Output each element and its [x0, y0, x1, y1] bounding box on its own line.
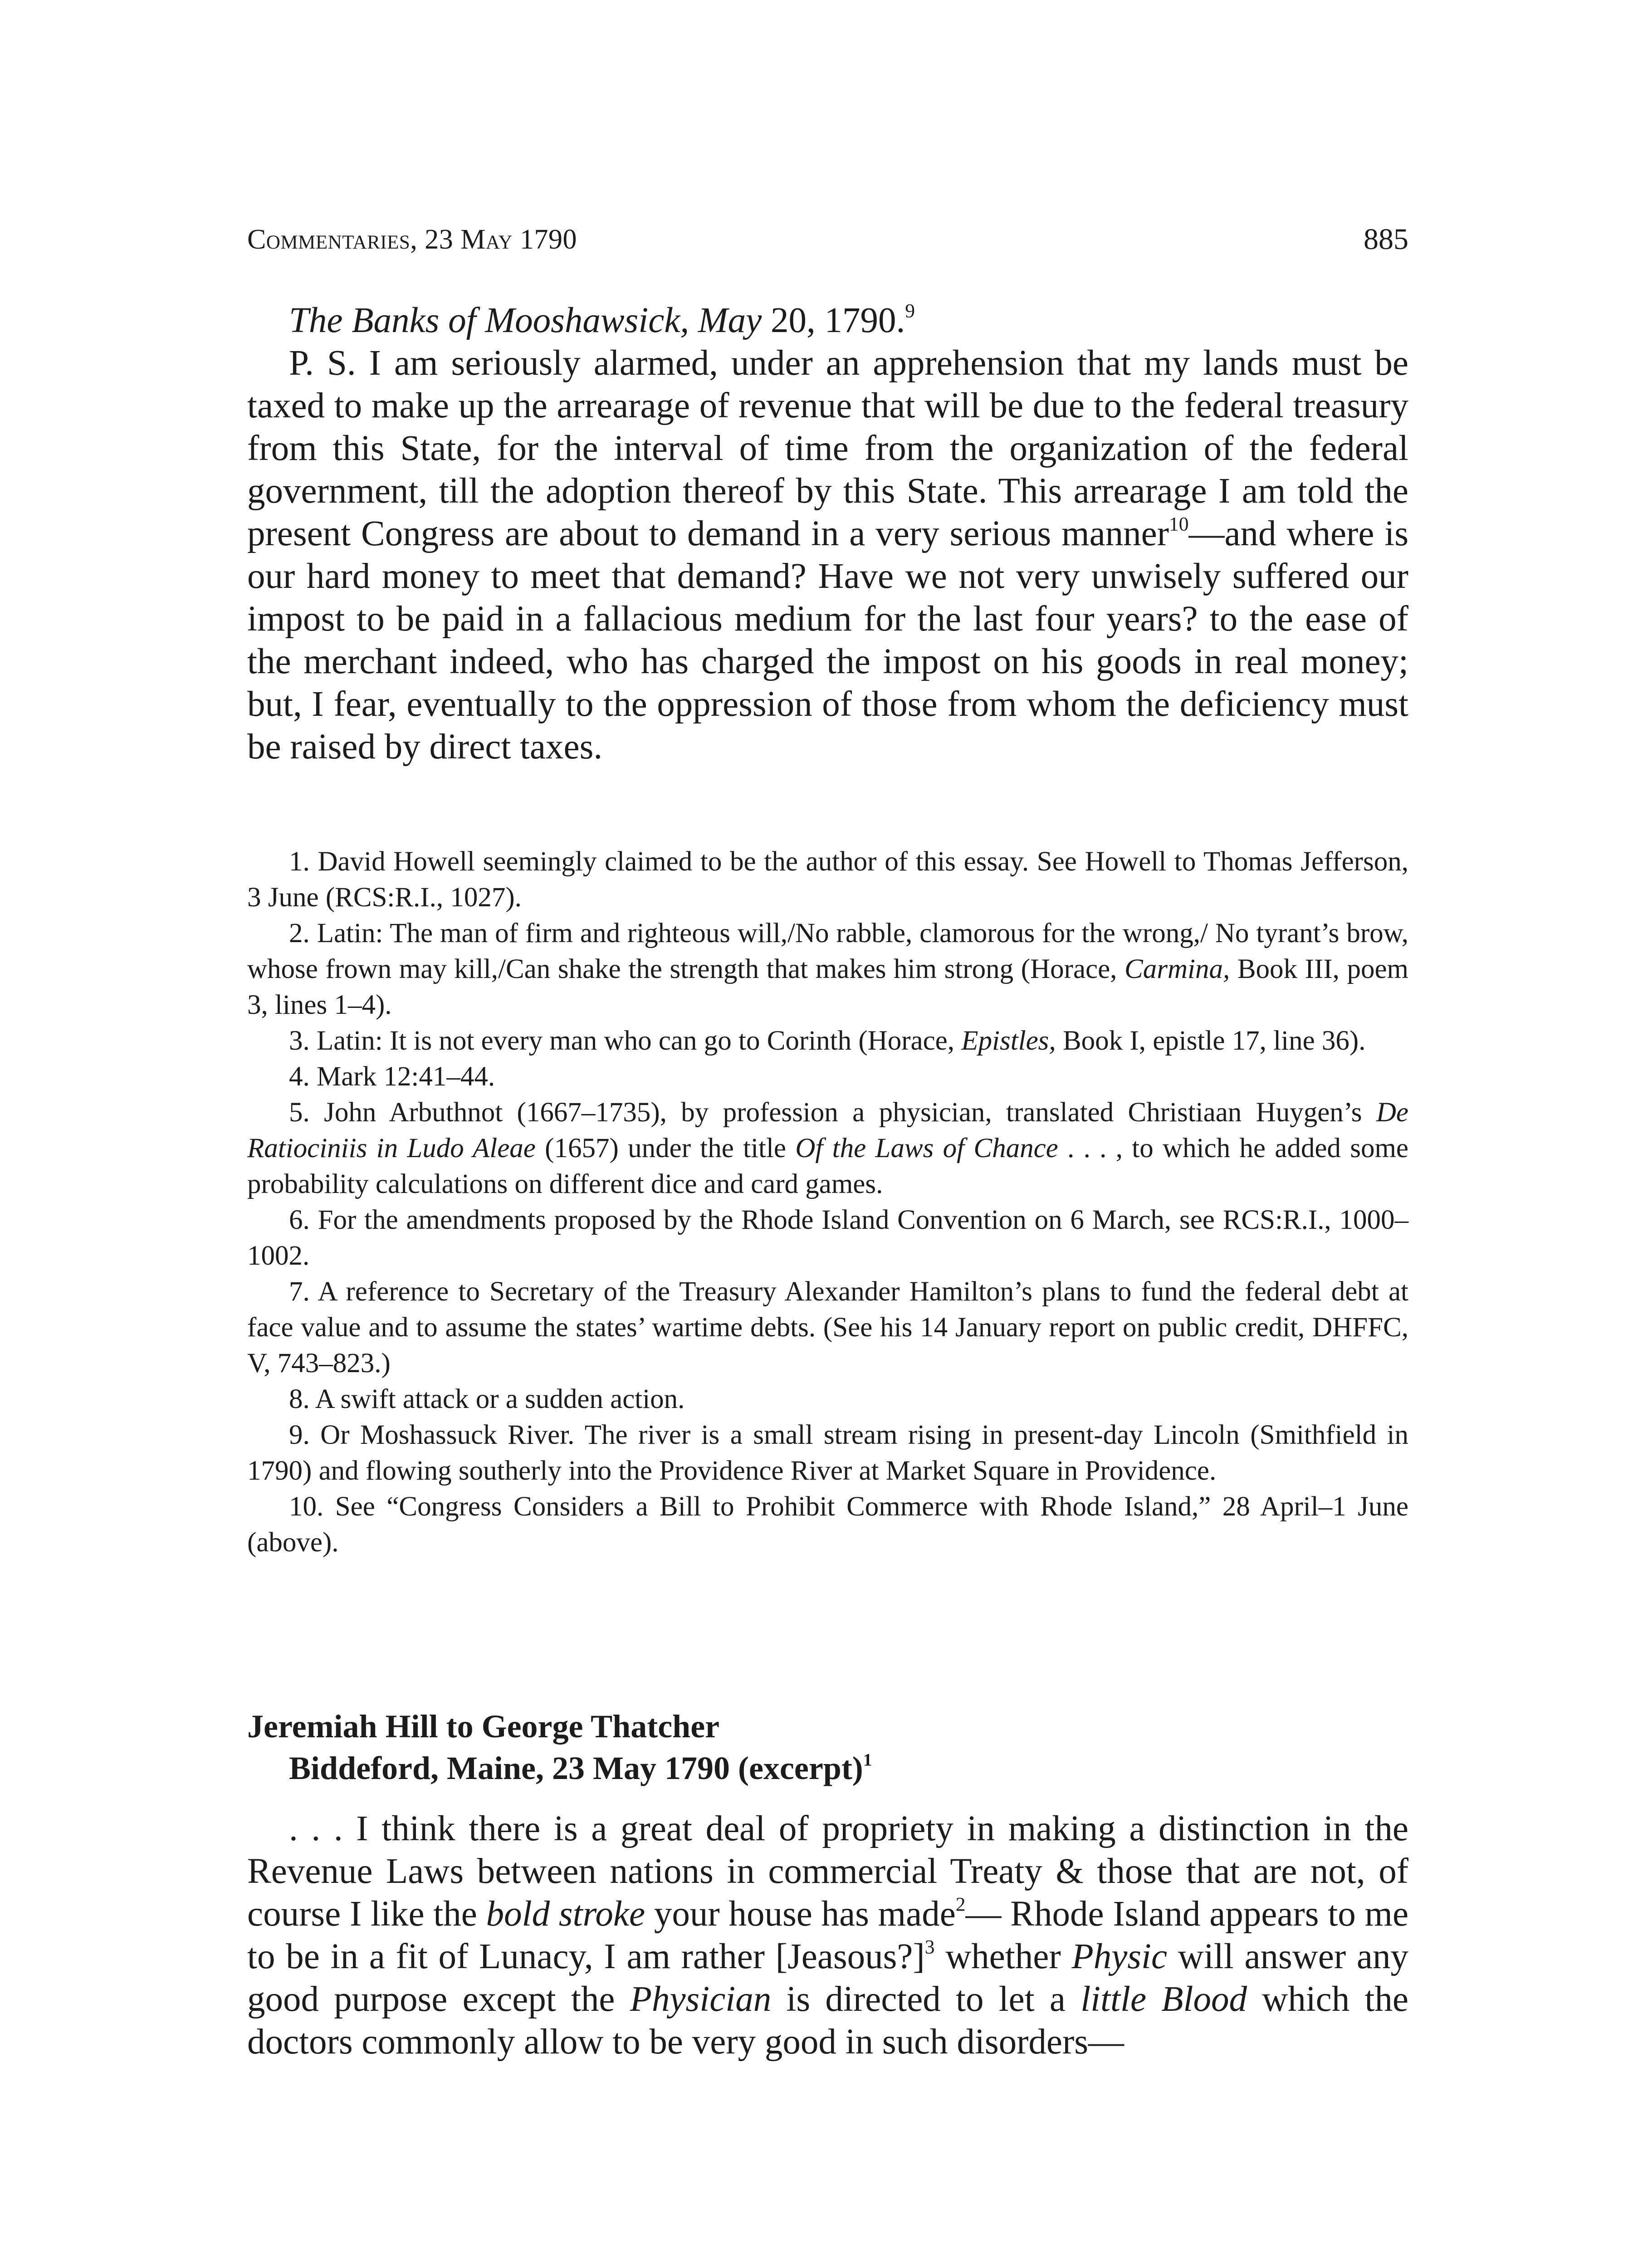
footnote-ref: 10 [1169, 513, 1189, 535]
signature-line [247, 299, 1408, 342]
ps-section [247, 299, 1408, 768]
ps-paragraph [247, 342, 1408, 768]
letter-paragraph: . . . I think there is a great deal of propriety in making a distinction in the Revenue Laws between nations in commercial Treaty & those that are not, of course I like the bold stroke your house has made$^2$— Rhode Island appears to me to be in a fit of Lunacy, I am rather [Jeasous?]$^3$ whether Physic will answer any good purpose except the Physician is directed to let a little Blood which the doctors commonly allow to be very good in such disorders— [247, 1809, 1409, 2062]
footnote-ref: 1 [863, 1750, 872, 1770]
running-head [247, 221, 1408, 258]
footnote-ref: 2 [955, 1893, 966, 1916]
footnote-10: 10. See “Congress Considers a Bill to Prohibit Commerce with Rhode Island,” 28 April–1 June (above). [247, 1491, 1408, 1558]
footnote-5: 5. John Arbuthnot (1667–1735), by profession a physician, translated Christiaan Huygen’s De Ratiociniis in Ludo Aleae (1657) under the title Of the Laws of Chance . . . , to which he added some probability calculations on different dice and card games. [247, 1097, 1408, 1199]
signature-place: The Banks of Mooshawsick, May [289, 301, 762, 340]
footnote-1: 1. David Howell seemingly claimed to be the author of this essay. See Howell to Thomas Jefferson, 3 June (RCS:R.I., 1027). [247, 846, 1408, 913]
footnote-8: 8. A swift attack or a sudden action. [289, 1384, 685, 1414]
footnote-4: 4. Mark 12:41–44. [289, 1061, 495, 1092]
page-number: 885 [1364, 223, 1408, 256]
footnote-ref: 9 [905, 300, 915, 322]
footnote-6: 6. For the amendments proposed by the Rhode Island Convention on 6 March, see RCS:R.I., 1000–1002. [247, 1205, 1408, 1271]
running-head-title: Commentaries, 23 May 1790 [247, 224, 577, 255]
document-heading [247, 1706, 1408, 1789]
ps-text: P. S. I am seriously alarmed, under an apprehension that my lands must be taxed to make up the arrearage of revenue that will be due to the federal treasury from this State, for the interval of time from the organization of the federal government, till the adoption thereof by this State. This arrearage I am told the present Congress are about to demand in a very serious manner [247, 343, 1408, 553]
footnote-ref: 3 [924, 1936, 935, 1958]
heading-line-2: Biddeford, Maine, 23 May 1790 (excerpt)$^1$ [289, 1750, 872, 1786]
ps-text: —and where is our hard money to meet that demand? Have we not very unwisely suffered our impost to be paid in a fallacious medium for the last four years? to the ease of the merchant indeed, who has charged the impost on his goods in real money; but, I fear, eventually to the oppression of those from whom the deficiency must be raised by direct taxes. [247, 514, 1408, 767]
letter-body [247, 1808, 1408, 2063]
signature-date: 20, 1790. [762, 301, 905, 340]
footnote-9: 9. Or Moshassuck River. The river is a small stream rising in present-day Lincoln (Smithfield in 1790) and flowing southerly into the Providence River at Market Square in Providence. [247, 1420, 1408, 1486]
footnotes [247, 844, 1408, 1560]
footnote-3: 3. Latin: It is not every man who can go to Corinth (Horace, Epistles, Book I, epistle 17, line 36). [289, 1026, 1366, 1056]
footnote-7: 7. A reference to Secretary of the Treasury Alexander Hamilton’s plans to fund the federal debt at face value and to assume the states’ wartime debts. (See his 14 January report on public credit, DHFFC, V, 743–823.) [247, 1276, 1408, 1378]
heading-line-1: Jeremiah Hill to George Thatcher [247, 1708, 720, 1745]
footnote-2: 2. Latin: The man of firm and righteous will,/No rabble, clamorous for the wrong,/ No tyrant’s brow, whose frown may kill,/Can shake the strength that makes him strong (Horace, Carmina, Book III, poem 3, lines 1–4). [247, 918, 1408, 1020]
